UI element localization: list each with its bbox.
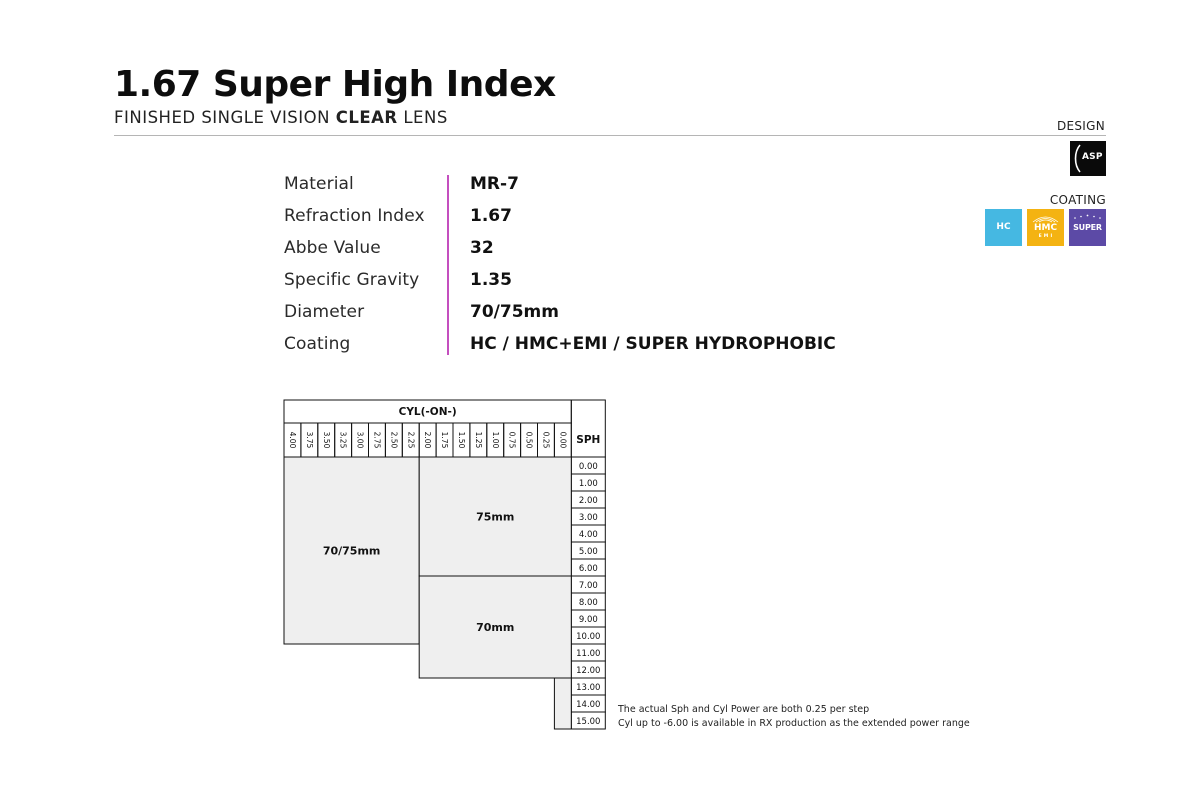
cyl-tick-label: 3.50: [321, 431, 331, 449]
power-step-note: The actual Sph and Cyl Power are both 0.25 per step: [618, 704, 870, 715]
cyl-tick-label: 1.25: [473, 431, 483, 449]
sph-tick-label: 6.00: [578, 564, 598, 574]
sph-tick-label: 0.00: [578, 462, 598, 472]
cyl-tick-label: 3.75: [304, 431, 314, 449]
cyl-tick-label: 3.25: [338, 431, 348, 449]
spec-value: MR-7: [470, 174, 519, 194]
sph-tick-label: 13.00: [576, 683, 601, 693]
cyl-tick-label: 2.25: [406, 431, 416, 449]
page-title: 1.67 Super High Index: [114, 64, 556, 105]
sph-tick-label: 7.00: [578, 581, 598, 591]
subtitle-pre: FINISHED SINGLE VISION: [114, 108, 336, 127]
spec-label: Coating: [284, 334, 351, 354]
coating-badge-hmc-sub: E M I: [1038, 234, 1053, 239]
sph-tick-label: 2.00: [578, 496, 598, 506]
spec-value: 1.67: [470, 206, 512, 226]
sph-tick-label: 14.00: [576, 700, 601, 710]
region-label: 75mm: [476, 510, 515, 524]
region-label: 70/75mm: [322, 544, 381, 558]
cyl-tick-label: 1.50: [456, 431, 466, 449]
extended-range-note: Cyl up to -6.00 is available in RX production as the extended power range: [618, 718, 970, 729]
cyl-tick-label: 2.00: [423, 431, 433, 449]
sph-tick-label: 8.00: [578, 598, 598, 608]
cyl-tick-label: 4.00: [287, 431, 297, 449]
cyl-tick-label: 3.00: [355, 431, 365, 449]
sph-tick-label: 12.00: [576, 666, 601, 676]
spec-value: 1.35: [470, 270, 512, 290]
spec-label: Diameter: [284, 302, 365, 322]
coating-badge-hmc-label: HMC: [1033, 223, 1058, 233]
coating-badge-super-label: SUPER: [1073, 223, 1102, 232]
sph-tick-label: 1.00: [578, 479, 598, 489]
spec-label: Abbe Value: [284, 238, 381, 258]
spec-value: HC / HMC+EMI / SUPER HYDROPHOBIC: [470, 334, 836, 354]
cyl-header-label: CYL(-ON-): [398, 406, 457, 418]
asp-badge-label: ASP: [1082, 152, 1103, 162]
coating-label: COATING: [1049, 193, 1106, 207]
cyl-tick-label: 1.75: [440, 431, 450, 449]
sph-tick-label: 15.00: [576, 717, 601, 727]
design-label: DESIGN: [1056, 119, 1105, 133]
sph-tick-label: 9.00: [578, 615, 598, 625]
spec-value: 32: [470, 238, 494, 258]
sph-header-box: [571, 400, 605, 457]
cyl-tick-label: 0.25: [541, 431, 551, 449]
subtitle-bold: CLEAR: [335, 108, 398, 127]
availability-region: [554, 678, 571, 729]
cyl-tick-label: 0.75: [507, 431, 517, 449]
spec-label: Refraction Index: [284, 206, 425, 226]
subtitle-post: LENS: [397, 108, 448, 127]
region-label: 70mm: [476, 621, 515, 634]
sph-tick-label: 10.00: [576, 632, 601, 642]
spec-value: 70/75mm: [470, 302, 559, 322]
sph-tick-label: 11.00: [576, 649, 601, 659]
spec-label: Material: [284, 174, 354, 194]
cyl-tick-label: 1.00: [490, 431, 500, 449]
sph-tick-label: 4.00: [578, 530, 598, 540]
spec-label: Specific Gravity: [284, 270, 420, 290]
coating-badge-hc-label: HC: [996, 222, 1011, 232]
sph-header-label: SPH: [576, 434, 601, 446]
cyl-tick-label: 2.50: [389, 431, 399, 449]
cyl-tick-label: 0.50: [524, 431, 534, 449]
cyl-tick-label: 2.75: [372, 431, 382, 449]
sph-tick-label: 5.00: [578, 547, 598, 557]
sph-tick-label: 3.00: [578, 513, 598, 523]
cyl-tick-label: 0.00: [558, 431, 568, 449]
